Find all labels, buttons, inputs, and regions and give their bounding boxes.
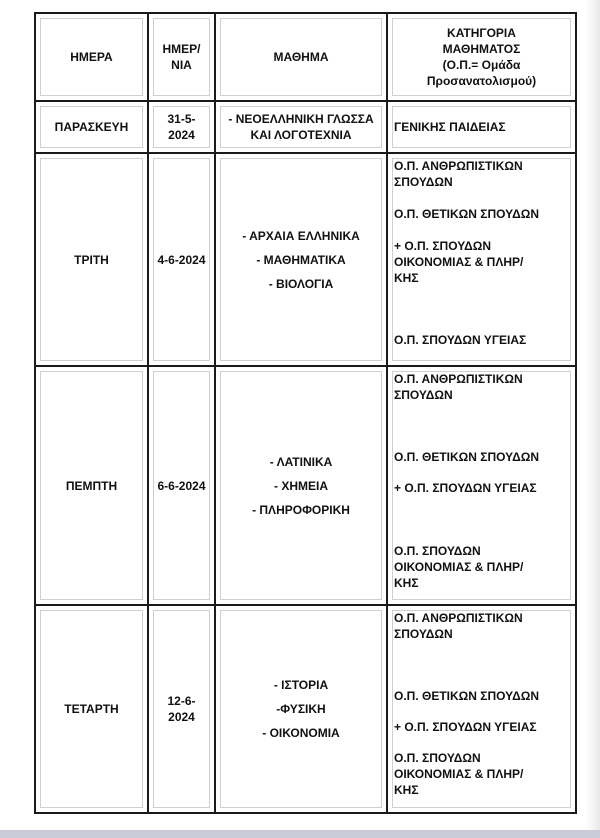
date-cell: 4-6-2024 (148, 153, 215, 366)
category-cell (387, 366, 576, 606)
category-item: Ο.Π. ΑΝΘΡΩΠΙΣΤΙΚΩΝ ΣΠΟΥΔΩΝ (394, 371, 523, 402)
subject-item: - ΛΑΤΙΝΙΚΑ (269, 454, 333, 469)
subject-item: - ΜΑΘΗΜΑΤΙΚΑ (256, 252, 346, 267)
subject-cell: - ΝΕΟΕΛΛΗΝΙΚΗ ΓΛΩΣΣΑ ΚΑΙ ΛΟΓΟΤΕΧΝΙΑ (215, 101, 387, 153)
category-cell: ΓΕΝΙΚΗΣ ΠΑΙΔΕΙΑΣ (387, 101, 576, 153)
day-cell: ΤΡΙΤΗ (35, 153, 148, 366)
subject-item: - ΙΣΤΟΡΙΑ (273, 678, 329, 693)
table-row (35, 153, 576, 366)
header-subject: ΜΑΘΗΜΑ (215, 13, 387, 101)
bottom-scroll-bar[interactable] (0, 830, 600, 838)
subject-item: - ΑΡΧΑΙΑ ΕΛΛΗΝΙΚΑ (242, 228, 360, 243)
day-cell: ΤΕΤΑΡΤΗ (35, 605, 148, 813)
date-cell: 12-6- 2024 (148, 605, 215, 813)
category-item: + Ο.Π. ΣΠΟΥΔΩΝ ΟΙΚΟΝΟΜΙΑΣ & ΠΛΗΡ/ ΚΗΣ (394, 239, 524, 286)
category-cell (387, 605, 576, 813)
category-item: Ο.Π. ΑΝΘΡΩΠΙΣΤΙΚΩΝ ΣΠΟΥΔΩΝ (394, 159, 523, 190)
category-item: Ο.Π. ΣΠΟΥΔΩΝ ΟΙΚΟΝΟΜΙΑΣ & ΠΛΗΡ/ ΚΗΣ (394, 751, 524, 798)
subject-item: - ΧΗΜΕΙΑ (274, 478, 328, 493)
category-item: + Ο.Π. ΣΠΟΥΔΩΝ ΥΓΕΙΑΣ (394, 720, 537, 735)
date-cell: 6-6-2024 (148, 366, 215, 606)
header-category: ΚΑΤΗΓΟΡΙΑ ΜΑΘΗΜΑΤΟΣ (Ο.Π.= Ομάδα Προσανατολισμού) (387, 13, 576, 101)
exam-schedule-table (34, 12, 577, 814)
subject-cell (215, 366, 387, 606)
table-row (35, 605, 576, 813)
header-date: ΗΜΕΡ/ ΝΙΑ (148, 13, 215, 101)
subject-item: -ΦΥΣΙΚΗ (276, 702, 326, 717)
day-cell: ΠΕΜΠΤΗ (35, 366, 148, 606)
subject-item: - ΟΙΚΟΝΟΜΙΑ (262, 726, 340, 741)
category-item: Ο.Π. ΑΝΘΡΩΠΙΣΤΙΚΩΝ ΣΠΟΥΔΩΝ (394, 611, 523, 642)
subject-cell (215, 153, 387, 366)
category-cell (387, 153, 576, 366)
subject-item: - ΠΛΗΡΟΦΟΡΙΚΗ (252, 502, 350, 517)
date-cell: 31-5- 2024 (148, 101, 215, 153)
subject-cell (215, 605, 387, 813)
subject-item: - ΒΙΟΛΟΓΙΑ (268, 276, 334, 291)
category-item: Ο.Π. ΘΕΤΙΚΩΝ ΣΠΟΥΔΩΝ (394, 449, 539, 464)
category-item: Ο.Π. ΘΕΤΙΚΩΝ ΣΠΟΥΔΩΝ (394, 207, 539, 222)
day-cell: ΠΑΡΑΣΚΕΥΗ (35, 101, 148, 153)
category-item: Ο.Π. ΣΠΟΥΔΩΝ ΟΙΚΟΝΟΜΙΑΣ & ΠΛΗΡ/ ΚΗΣ (394, 543, 524, 590)
category-item: Ο.Π. ΣΠΟΥΔΩΝ ΥΓΕΙΑΣ (394, 333, 527, 348)
table-row (35, 101, 576, 153)
page-edge-shadow (586, 0, 600, 838)
table-header-row (35, 13, 576, 101)
category-item: + Ο.Π. ΣΠΟΥΔΩΝ ΥΓΕΙΑΣ (394, 480, 537, 495)
header-day: ΗΜΕΡΑ (35, 13, 148, 101)
table-row (35, 366, 576, 606)
category-item: Ο.Π. ΘΕΤΙΚΩΝ ΣΠΟΥΔΩΝ (394, 689, 539, 704)
